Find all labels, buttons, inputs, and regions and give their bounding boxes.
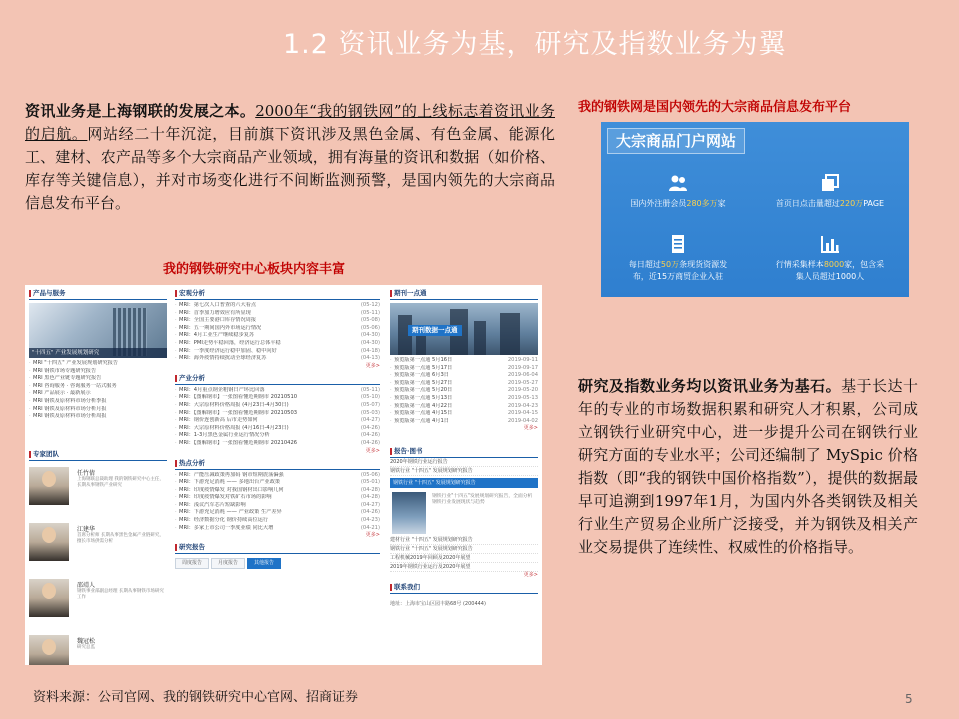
stat-pageviews xyxy=(765,174,895,210)
weekly-header: 期刊一点通 xyxy=(390,288,538,300)
report-item[interactable]: 工程机械2019年回顾及2020年展望 xyxy=(390,554,538,563)
more-link[interactable]: 更多> xyxy=(523,572,538,579)
industry-list xyxy=(175,387,380,448)
research-bold: 研究及指数业务均以资讯业务为基石。 xyxy=(578,377,842,395)
list-item-date: (05-11) xyxy=(360,309,380,316)
list-item-title: 预览版第一点通 4月1日 xyxy=(394,417,449,424)
report-item[interactable]: 钢铁行业 "十四五" 发展规划研究报告 xyxy=(390,467,538,476)
weekly-list xyxy=(390,357,538,425)
list-item[interactable] xyxy=(175,417,380,425)
list-item-title: 预览版第一点通 4月15日 xyxy=(394,410,453,417)
list-item-date: (05-07) xyxy=(360,401,380,408)
list-item-date: (04-26) xyxy=(360,424,380,431)
report-item-selected[interactable]: 钢铁行业 "十四五" 发展规划研究报告 xyxy=(390,478,538,488)
intro-underline: 2000年“我的钢铁网”的上线标志着资讯业务的启航。 xyxy=(25,102,555,143)
stat-text: 行情采集样本 xyxy=(775,260,824,269)
list-item-title: MRI：第七次人口普查的六大看点 xyxy=(179,302,257,308)
banner-caption: "十四五" 产业发展规划研究 xyxy=(29,348,167,358)
intro-bold: 资讯业务是上海钢联的发展之本。 xyxy=(25,102,256,120)
list-item[interactable] xyxy=(390,380,538,388)
list-item-date: 2019-05-13 xyxy=(507,394,538,401)
list-item-date: (04-21) xyxy=(360,524,380,531)
list-item-title: 预览版第一点通 5月13日 xyxy=(394,394,453,401)
list-item[interactable]: · MRI 钢铁及原材料市场分析季报 xyxy=(29,398,167,406)
macro-list xyxy=(175,302,380,363)
expert-name: 江建华 xyxy=(77,525,96,533)
stat-highlight: 50万 xyxy=(660,260,680,269)
tab-other[interactable]: 其他报告 xyxy=(247,558,281,569)
list-item-title: MRI：经济数据分化 钢价持续高位运行 xyxy=(179,517,269,524)
products-banner[interactable] xyxy=(29,303,167,358)
list-item[interactable] xyxy=(175,332,380,340)
list-item-date: 2019-04-23 xyxy=(507,402,538,409)
list-item-title: MRI：下游充足消耗 —— 多地出台产业政策 xyxy=(179,479,281,486)
list-item[interactable] xyxy=(390,387,538,395)
list-item-title: MRI：一季度经济运行稳中加固、稳中向好 xyxy=(179,347,277,354)
report-card-text: 钢铁行业"十四五"发展规划研究报告，全面分析钢铁行业发展现状与趋势 xyxy=(432,494,533,506)
list-item[interactable]: · MRI 产品展示 · 最新展示 xyxy=(29,390,167,398)
list-item[interactable] xyxy=(175,302,380,310)
report-cover-image xyxy=(392,492,426,534)
report-card[interactable] xyxy=(390,490,538,536)
contact-address: 地址：上海市宝山区园丰路68号 (200444) xyxy=(390,601,486,608)
list-item[interactable] xyxy=(175,317,380,325)
products-header: 产品与服务 xyxy=(29,288,167,300)
list-item[interactable] xyxy=(390,365,538,373)
site-column-periodicals xyxy=(390,285,538,665)
slide-title: 1.2 资讯业务为基，研究及指数业务为翼 xyxy=(283,29,787,60)
list-item[interactable] xyxy=(390,403,538,411)
site-column-products xyxy=(29,285,167,665)
list-item-date: 2019-09-17 xyxy=(507,364,538,371)
list-item-title: MRI：产能压减政策再加码 钢市短期震荡偏强 xyxy=(179,471,284,478)
stat-text: PAGE xyxy=(863,199,885,208)
list-item-title: MRI：大宗原材料价格周报 (4月23日-4月30日) xyxy=(179,401,289,408)
expert-card[interactable] xyxy=(29,465,167,509)
expert-card[interactable] xyxy=(29,633,167,665)
stat-text: 家，包含采 xyxy=(844,260,885,269)
list-item[interactable]: · MRI 钢铁及原材料市场分析周报 xyxy=(29,413,167,421)
list-item-title: MRI：【图解钢市】一张图看懂近期钢市 20210426 xyxy=(179,439,298,446)
more-link[interactable]: 更多> xyxy=(365,362,380,369)
users-icon xyxy=(668,174,688,192)
list-item-date: (04-30) xyxy=(360,339,380,346)
list-item[interactable] xyxy=(390,418,538,426)
stat-text: 每日超过 xyxy=(628,260,661,269)
list-item[interactable] xyxy=(175,394,380,402)
list-item-date: (04-30) xyxy=(360,332,380,339)
page-number: 5 xyxy=(905,692,913,706)
list-item-title: MRI：4月工业生产继续稳步复苏 xyxy=(179,332,255,339)
caption-portal: 我的钢铁网是国内领先的大宗商品信息发布平台 xyxy=(578,100,852,115)
list-item[interactable] xyxy=(175,494,380,502)
list-item-title: MRI：大宗原材料价格周报 (4月16日-4月23日) xyxy=(179,424,289,431)
list-item-date: (05-06) xyxy=(360,471,380,478)
expert-desc: 研究总监 xyxy=(77,644,95,650)
list-item[interactable] xyxy=(175,310,380,318)
list-item[interactable] xyxy=(175,432,380,440)
list-item[interactable] xyxy=(175,340,380,348)
list-item[interactable] xyxy=(175,387,380,395)
list-item[interactable]: · MRI 咨询服务 · 咨询服务一站式服务 xyxy=(29,383,167,391)
expert-name: 魏冠松 xyxy=(77,637,96,645)
list-item[interactable] xyxy=(175,517,380,525)
list-item[interactable] xyxy=(175,472,380,480)
list-item-title: MRI：印度疫情爆发 对我国钢材出口影响几何 xyxy=(179,486,284,493)
list-item[interactable] xyxy=(175,509,380,517)
tab-weekly[interactable]: 周度报告 xyxy=(175,558,209,569)
list-item-date: 2019-05-27 xyxy=(507,379,538,386)
list-item-title: MRI：【图解钢市】一张图看懂近期钢市 20210510 xyxy=(179,394,298,401)
expert-desc: 上海钢联总裁助理 我的钢铁研究中心主任，长期从事钢铁产业研究 xyxy=(77,476,164,488)
list-item-date: (04-26) xyxy=(360,432,380,439)
experts-header: 专家团队 xyxy=(29,449,167,461)
more-link[interactable]: 更多> xyxy=(523,425,538,432)
pages-icon xyxy=(820,174,840,192)
list-item-title: MRI：PMI走势平稳回落，经济运行总体平稳 xyxy=(179,339,281,346)
list-item[interactable] xyxy=(175,355,380,363)
stat-highlight: 220万 xyxy=(839,199,864,208)
document-icon xyxy=(668,235,688,253)
list-item-date: (04-28) xyxy=(360,486,380,493)
stat-text: 家 xyxy=(717,199,726,208)
list-item-title: 预览版第一点通 4月22日 xyxy=(394,402,453,409)
list-item-title: 预览版第一点通 5月20日 xyxy=(394,387,453,394)
more-link[interactable]: 更多> xyxy=(365,447,380,454)
list-item-date: (05-01) xyxy=(360,479,380,486)
source-note: 资料来源：公司官网、我的钢铁研究中心官网、招商证券 xyxy=(33,690,359,705)
list-item-date: (05-11) xyxy=(360,386,380,393)
research-center-website xyxy=(25,285,542,665)
list-item[interactable] xyxy=(175,440,380,448)
list-item-date: 2019-04-02 xyxy=(507,417,538,424)
expert-photo xyxy=(29,635,69,665)
expert-name: 任竹倩 xyxy=(77,469,96,477)
research-paragraph xyxy=(578,375,918,559)
stat-highlight: 280多万 xyxy=(686,199,718,208)
list-item-title: MRI：浅议汽车芯片短缺影响 xyxy=(179,501,246,508)
more-link[interactable]: 更多> xyxy=(365,532,380,539)
industry-header: 产业分析 xyxy=(175,373,380,385)
list-item-title: MRI：海外疫情持续扰动全球经济复苏 xyxy=(179,355,267,362)
expert-name: 邵靖人 xyxy=(77,581,96,589)
report-header: 研究报告 xyxy=(175,542,380,554)
list-item-title: 预览版第一点通 5月27日 xyxy=(394,379,453,386)
list-item[interactable] xyxy=(175,325,380,333)
list-item-date: (04-28) xyxy=(360,494,380,501)
list-item-title: MRI：五一期间国内外市场运行情况 xyxy=(179,324,262,331)
report-item[interactable]: 2020年钢铁行业运行报告 xyxy=(390,458,538,467)
stat-text: 条现货资源发 xyxy=(679,260,728,269)
list-item[interactable] xyxy=(390,372,538,380)
expert-card[interactable] xyxy=(29,521,167,565)
list-item-title: 预览版第一点通 6月3日 xyxy=(394,372,449,379)
list-item[interactable] xyxy=(175,525,380,533)
weekly-banner[interactable] xyxy=(390,303,538,355)
tab-monthly[interactable]: 月度报告 xyxy=(211,558,245,569)
report-item[interactable]: 2019年钢铁行业运行及2020年展望 xyxy=(390,563,538,572)
research-rest: 基于长达十年的专业的市场数据积累和研究人才积累，公司成立钢铁行业研究中心，进一步提升公司在钢铁行业研究方面的专业水平；公司还编制了 MySpic 价格指数（即“我的钢铁中国价格指数”），提供的数据最早可追溯到1997年1月，为国内外各类钢铁及相关行业生产贸易企业所广泛接受，并为钢铁及相关产业交易提供了连续性、权威性的价格指导。 xyxy=(578,377,918,556)
list-item-date: 2019-04-15 xyxy=(507,410,538,417)
hot-list xyxy=(175,472,380,533)
expert-desc: 钢铁事业部副总经理 长期从事钢铁市场研究工作 xyxy=(77,588,164,600)
list-item-date: (04-13) xyxy=(360,355,380,362)
chart-icon xyxy=(820,235,840,253)
intro-rest: 网站经二十年沉淀，目前旗下资讯涉及黑色金属、有色金属、能源化工、建材、农产品等多个大宗商品产业领域，拥有海量的资讯和数据（如价格、库存等关键信息），并对市场变化进行不间断监测预警，是国内领先的大宗商品信息发布平台。 xyxy=(25,125,555,212)
list-item[interactable]: · MRI 钢铁市场专题研究报告 xyxy=(29,368,167,376)
expert-photo xyxy=(29,523,69,561)
list-item-date: (04-23) xyxy=(360,517,380,524)
list-item[interactable] xyxy=(175,502,380,510)
list-item[interactable]: · MRI 黑色产业链专题研究报告 xyxy=(29,375,167,383)
expert-card[interactable] xyxy=(29,577,167,621)
list-item[interactable] xyxy=(390,395,538,403)
stat-text: 集人员超过1000人 xyxy=(795,272,865,281)
report-item[interactable]: 建材行业 "十四五" 发展规划研究报告 xyxy=(390,536,538,545)
intro-paragraph xyxy=(25,100,555,215)
list-item[interactable] xyxy=(175,487,380,495)
list-item-date: (04-27) xyxy=(360,501,380,508)
report-item[interactable]: 钢铁行业 "十四五" 发展规划研究报告 xyxy=(390,545,538,554)
site-column-analysis xyxy=(175,285,380,665)
list-item-date: (05-10) xyxy=(360,394,380,401)
portal-title: 大宗商品门户网站 xyxy=(607,128,745,154)
list-item-date: 2019-09-11 xyxy=(507,357,538,363)
macro-header: 宏观分析 xyxy=(175,288,380,300)
products-list xyxy=(29,360,167,421)
caption-research-center: 我的钢铁研究中心板块内容丰富 xyxy=(163,262,346,277)
reports-header: 报告·图书 xyxy=(390,446,538,458)
list-item-date: (05-03) xyxy=(360,409,380,416)
portal-panel xyxy=(601,122,909,297)
list-item[interactable] xyxy=(390,410,538,418)
list-item-date: (04-18) xyxy=(360,347,380,354)
hot-header: 热点分析 xyxy=(175,458,380,470)
list-item[interactable] xyxy=(175,402,380,410)
list-item-date: (05-08) xyxy=(360,317,380,324)
list-item-title: 预览版第一点通 5月17日 xyxy=(394,364,453,371)
list-item-title: MRI：多家上市公司一季度业绩 同比大增 xyxy=(179,524,274,531)
list-item-title: MRI：钢价连创新高 后市走势如何 xyxy=(179,417,258,424)
list-item-title: MRI：4月重点钢企粗钢日产环比回落 xyxy=(179,386,265,393)
list-item-date: (04-26) xyxy=(360,439,380,446)
list-item[interactable]: · MRI 钢铁及原材料市场分析月报 xyxy=(29,406,167,414)
report-tabs xyxy=(175,558,380,569)
stat-text: 国内外注册会员 xyxy=(630,199,687,208)
stat-highlight: 8000 xyxy=(823,260,845,269)
expert-photo xyxy=(29,579,69,617)
list-item[interactable] xyxy=(390,357,538,365)
list-item-date: (05-06) xyxy=(360,324,380,331)
expert-photo xyxy=(29,467,69,505)
list-item[interactable] xyxy=(175,348,380,356)
list-item-date: (04-26) xyxy=(360,509,380,516)
list-item-title: MRI：1-3月黑色金属行业运行情况分析 xyxy=(179,432,270,439)
list-item[interactable] xyxy=(175,410,380,418)
list-item-date: (04-27) xyxy=(360,417,380,424)
stat-text: 首页日点击量超过 xyxy=(775,199,840,208)
stat-samples xyxy=(765,235,895,283)
stat-text: 布，近15万商贸企业入驻 xyxy=(632,272,724,281)
list-item-title: MRI：印度疫情爆发对铁矿石市场的影响 xyxy=(179,494,272,501)
weekly-banner-label: 期刊数据一点通 xyxy=(408,325,462,336)
list-item[interactable] xyxy=(175,479,380,487)
list-item-title: MRI：全国主要港口库存情况周报 xyxy=(179,317,257,324)
list-item-title: 预览版第一点通 5月16日 xyxy=(394,357,453,363)
stat-resources xyxy=(613,235,743,283)
list-item-title: MRI：首季加力增效应有所显现 xyxy=(179,309,251,316)
list-item-date: 2019-06-04 xyxy=(507,372,538,379)
list-item-date: (05-12) xyxy=(360,302,380,308)
expert-desc: 首席分析师 长期从事黑色金属产业链研究，擅长市场供需分析 xyxy=(77,532,164,544)
list-item[interactable]: · MRI "十四五" 产业发展规划研究报告 xyxy=(29,360,167,368)
stat-members xyxy=(613,174,743,210)
list-item[interactable] xyxy=(175,425,380,433)
list-item-title: MRI：【图解钢市】一张图看懂近期钢市 20210503 xyxy=(179,409,298,416)
list-item-title: MRI：下游充足消耗 —— 产业政策 生产差异 xyxy=(179,509,282,516)
list-item-date: 2019-05-20 xyxy=(507,387,538,394)
contact-header: 联系我们 xyxy=(390,582,538,594)
